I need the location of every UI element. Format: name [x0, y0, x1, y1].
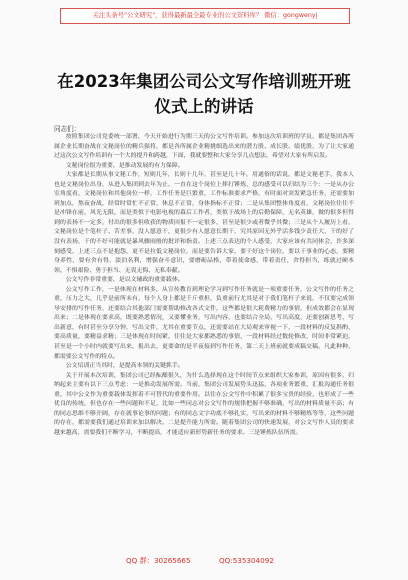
document-title-line-1: 在2023年集团公司公文写作培训班开班: [57, 72, 351, 91]
body-paragraph: 关于开展本次培训，集团公司已经酝酿很久，为什么选择现在这个时间节点来组织大家参训，原因有很多，归纳起来主要有以下三点考虑：一是推动发展所需。当前，集团公司发展势头迅猛，各项业务繁重，汇报沟通任务很重，其中公文作为重要载体发挥着不可替代的重要作用。以往在公文写作中积累了很多宝贵的经验，也形成了一些优良的传统，但也存在一些问题和不足，比如一些同志对公文写作的规律把握不够准确，写出的材料质量不高；有的同志思维不够开阔，存在就事论事的问题；有的同志文字功底不够扎实，写出来的材料不够精炼等等，这些问题的存在，都需要我们通过培训来加以解决。二是提升能力所需。随着集团公司的快速发展，对公文写作人员的要求越来越高，需要我们不断学习，不断提高，才能适应新形势新任务的要求。三是锤炼队伍所需。: [54, 372, 354, 436]
section-heading: 公文写作非常重要，是以文辅政的重要载体。: [65, 277, 184, 284]
document-title-line-2: 仪式上的讲话: [154, 97, 254, 116]
body-paragraph: 按照集团公司党委统一部署，今天开始进行为期三天的公文写作培训。参加这次培训班的学员，都是集团各所属企业长期奋战在文秘岗位的精兵强将，都是各所属企业精挑细选出来的潜力股、成长股、绩优股，为了让大家通过这次公文写作培训有一个大的提升和跨越，下面，我就要整和大家分享几点想法，希望对大家有所启发。: [54, 134, 354, 160]
promo-banner: 关注头条号"公文研究"，获得最新最全最专业的公文资料库？ 微信：gongwenyj: [60, 8, 350, 24]
document-body: [54, 133, 354, 551]
qq-id: QQ:535304092: [219, 556, 274, 565]
qq-group-number: QQ 群：30265665: [126, 556, 191, 565]
body-paragraph: 大家都是长期从事文秘工作，短则几年，长则十几年，甚至是几十年，用通俗的话说，都是文秘老手，我本人也是文秘岗位出身，从进入集团到去年为止，一直在这个岗位上摔打锤炼，总的感受可以归结为三个：一是从办公室角度看，文秘岗位和其他岗位一样，工作任务是巨繁重，工作标准要求严格，有时面对突发紧急任务，还需要加班加点，熬夜奋战，经常时常忙不正常，休息不正常，身体指标不正常；二是从集团整体角度看，文秘岗位往往不是冲锋在前，风光无限，而是类似于电影电视的幕后工作者，类似于战场上的后勤保障，无名英雄，做的很多但得到的表扬不一定多，付出的很多但收获的物质回报不一定很多，甚至是很少或者微乎其微；三是从个人履历上看，文秘岗位是个笔杆子、苦差事，没人愿意干，更很少有人愿意长期干，究其原因无外乎活多钱少责任大，干的好了没有表扬，干的不好可能就是暴风骤雨般的批评和指责。上述三点表达的个人感受，大家应该有共同体会，许多深刻感受，上述三点不是抱怨，更不是拉低文秘岗位，而是要告诉大家，要干好这个岗位，要以干事业的心态，要精身养性，要有舍有得，淡泊名利，增强奋斗意识，要磨砺品格，带着使命感，带着责任，舍得担当，练就过硬本领、不惧艰险、勇于担当、无畏无悔、无私奉献。: [54, 172, 354, 274]
footer-contact: [0, 555, 408, 567]
section-heading: 公文培训正当其时，是提高本领的关键抓手。: [65, 363, 184, 370]
salutation: 同志们：: [54, 125, 81, 133]
section-heading: 文秘岗位很为重要，是推动发展的有力保障。: [65, 162, 184, 169]
body-paragraph: 公文写作工作，一是体现在材料多，从宣传教育到理论学习到写作任务就是一项重要任务，公文写作的任务之重，压力之大，几乎是前所未有，每个人身上都是千斤重担，负重前行尤其是对于我们笔杆子来说，不仅要完成领导安排的写作任务，还要结合其他部门需要帮助修改各式文件，这些都是很大耗费精力的事情，但成效都会在显现出来；二是体现在要求高，既要熟悉情况，又要懂业务，写出内容，也要结合全局，写出高度，还要创新思考，写出新意，有时甚至分享分钟，写出文件，尤其在重要节点，还需要站在大局观来审视一下，一段材料的反复斟酌，要高质量，要精益求精；三是体现在时间紧，往往是大家都熟悉的事情，一段材料经过数轮修改，时间非常紧迫，甚至是一个小时内就要写出来，报出去，更要命的是半夜接到写作任务，第二天上班前就要成稿交稿，凡此种种，都需要公文写作的特点。: [54, 286, 354, 360]
